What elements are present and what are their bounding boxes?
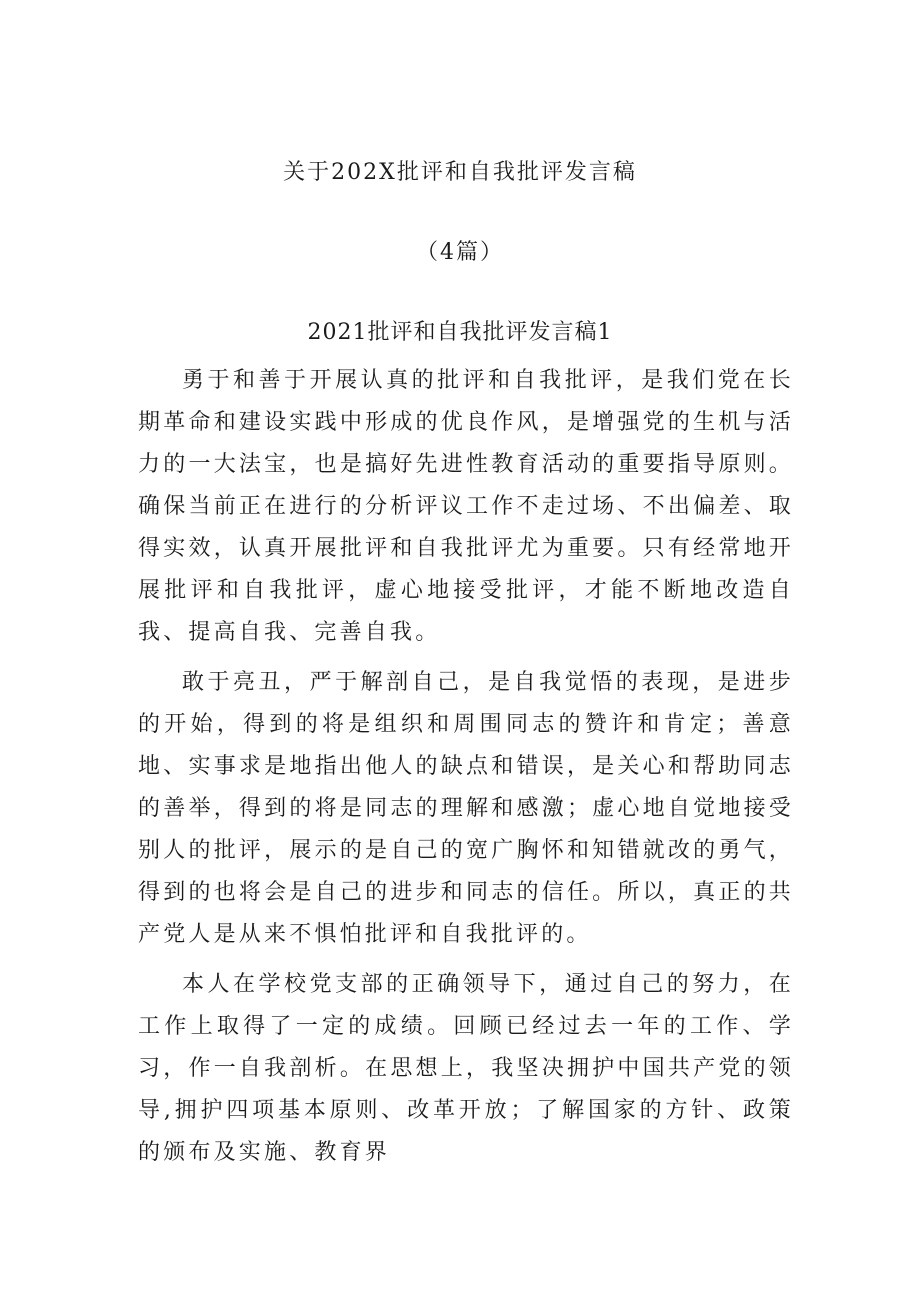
document-title: 关于202X批评和自我批评发言稿 <box>283 160 637 185</box>
paragraph: 敢于亮丑，严于解剖自己，是自我觉悟的表现，是进步的开始，得到的将是组织和周围同志的赞许和肯定；善意地、实事求是地指出他人的缺点和错误，是关心和帮助同志的善举，得到的将是同志的理解和感激；虚心地自觉地接受别人的批评，展示的是自己的宽广胸怀和知错就改的勇气，得到的也将会是自己的进步和同志的信任。所以，真正的共产党人是从来不惧怕批评和自我批评的。 <box>138 670 794 947</box>
document-body <box>138 360 794 1182</box>
paragraph: 本人在学校党支部的正确领导下，通过自己的努力，在工作上取得了一定的成绩。回顾已经过去一年的工作、学习，作一自我剖析。在思想上，我坚决拥护中国共产党的领导,拥护四项基本原则、改革开放；了解国家的方针、政策的颁布及实施、教育界 <box>138 972 794 1165</box>
section-title: 2021批评和自我批评发言稿1 <box>307 320 613 345</box>
paragraph: 勇于和善于开展认真的批评和自我批评，是我们党在长期革命和建设实践中形成的优良作风，是增强党的生机与活力的一大法宝，也是搞好先进性教育活动的重要指导原则。确保当前正在进行的分析评议工作不走过场、不出偏差、取得实效，认真开展批评和自我批评尤为重要。只有经常地开展批评和自我批评，虚心地接受批评，才能不断地改造自我、提高自我、完善自我。 <box>138 368 794 645</box>
document-subtitle: （4篇） <box>416 240 504 265</box>
